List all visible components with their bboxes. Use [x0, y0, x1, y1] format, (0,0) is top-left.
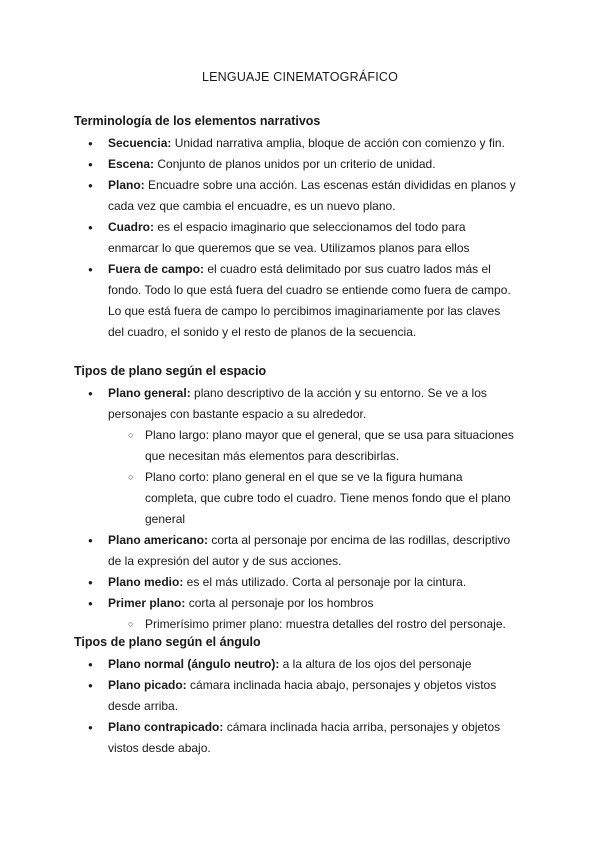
term-label: Secuencia: — [108, 136, 172, 150]
bullet-list — [0, 654, 600, 759]
document-title: LENGUAJE CINEMATOGRÁFICO — [201, 70, 399, 84]
term-definition: Conjunto de planos unidos por un criterio de unidad. — [154, 157, 436, 171]
list-item — [0, 593, 516, 614]
list-item — [0, 572, 516, 593]
list-item — [0, 654, 516, 675]
list-item — [0, 154, 516, 175]
term-definition: a la altura de los ojos del personaje — [279, 657, 472, 671]
term-definition: el cuadro está delimitado por sus cuatro lados más el fondo. Todo lo que está fuera del cuadro se entiende como fuera de campo. Lo que está fuera de campo lo percibimos imaginariamente por las claves del cuadro, el sonido y el resto de planos de la secuencia. — [108, 262, 511, 339]
list-item — [0, 530, 516, 572]
term-definition: corta al personaje por los hombros — [185, 596, 374, 610]
term-label: Plano: — [108, 178, 145, 192]
list-item — [0, 259, 516, 343]
term-label: Primer plano: — [108, 596, 186, 610]
term-definition: Unidad narrativa amplia, bloque de acción con comienzo y fin. — [171, 136, 505, 150]
term-definition: cámara inclinada hacia arriba, personajes y objetos vistos desde abajo. — [108, 720, 501, 755]
term-definition: es el espacio imaginario que seleccionamos del todo para enmarcar lo que queremos que se vea. Utilizamos planos para ellos — [108, 220, 470, 255]
term-label: Plano general: — [108, 386, 191, 400]
list-item — [0, 175, 516, 217]
list-item — [0, 133, 516, 154]
section-heading: Tipos de plano según el espacio — [74, 364, 267, 378]
term-definition: Encuadre sobre una acción. Las escenas están divididas en planos y cada vez que cambia el encuadre, es un nuevo plano. — [108, 178, 516, 213]
list-item — [0, 717, 516, 759]
bullet-list — [0, 530, 600, 614]
term-label: Plano contrapicado: — [108, 720, 224, 734]
list-item — [0, 383, 516, 425]
sub-bullet-list — [0, 614, 600, 635]
section-narrative-terms — [0, 113, 600, 343]
sub-list-item: ○ Plano corto: plano general en el que se ve la figura humana completa, que cubre todo el cuadro. Tiene menos fondo que el plano general — [0, 467, 516, 530]
section-shots-by-angle — [0, 634, 600, 759]
section-shots-by-space — [0, 363, 600, 635]
list-item — [0, 217, 516, 259]
list-item — [0, 675, 516, 717]
bullet-list — [0, 133, 600, 343]
term-label: Escena: — [108, 157, 155, 171]
term-definition: es el más utilizado. Corta al personaje por la cintura. — [183, 575, 467, 589]
term-label: Fuera de campo: — [108, 262, 205, 276]
term-definition: plano descriptivo de la acción y su entorno. Se ve a los personajes con bastante espacio a su alrededor. — [108, 386, 487, 421]
term-label: Plano americano: — [108, 533, 209, 547]
term-label: Plano medio: — [108, 575, 184, 589]
term-definition: corta al personaje por encima de las rodillas, descriptivo de la expresión del autor y de sus acciones. — [108, 533, 511, 568]
section-heading: Terminología de los elementos narrativos — [74, 114, 321, 128]
sub-bullet-list — [0, 425, 600, 530]
sub-list-item: ○ Primerísimo primer plano: muestra detalles del rostro del personaje. — [0, 614, 516, 635]
term-label: Plano picado: — [108, 678, 187, 692]
term-definition: cámara inclinada hacia abajo, personajes y objetos vistos desde arriba. — [108, 678, 497, 713]
sub-list-item: ○ Plano largo: plano mayor que el general, que se usa para situaciones que necesitan más elementos para describirlas. — [0, 425, 516, 467]
term-label: Plano normal (ángulo neutro): — [108, 657, 280, 671]
bullet-list — [0, 383, 600, 425]
section-heading: Tipos de plano según el ángulo — [74, 635, 261, 649]
term-label: Cuadro: — [108, 220, 154, 234]
